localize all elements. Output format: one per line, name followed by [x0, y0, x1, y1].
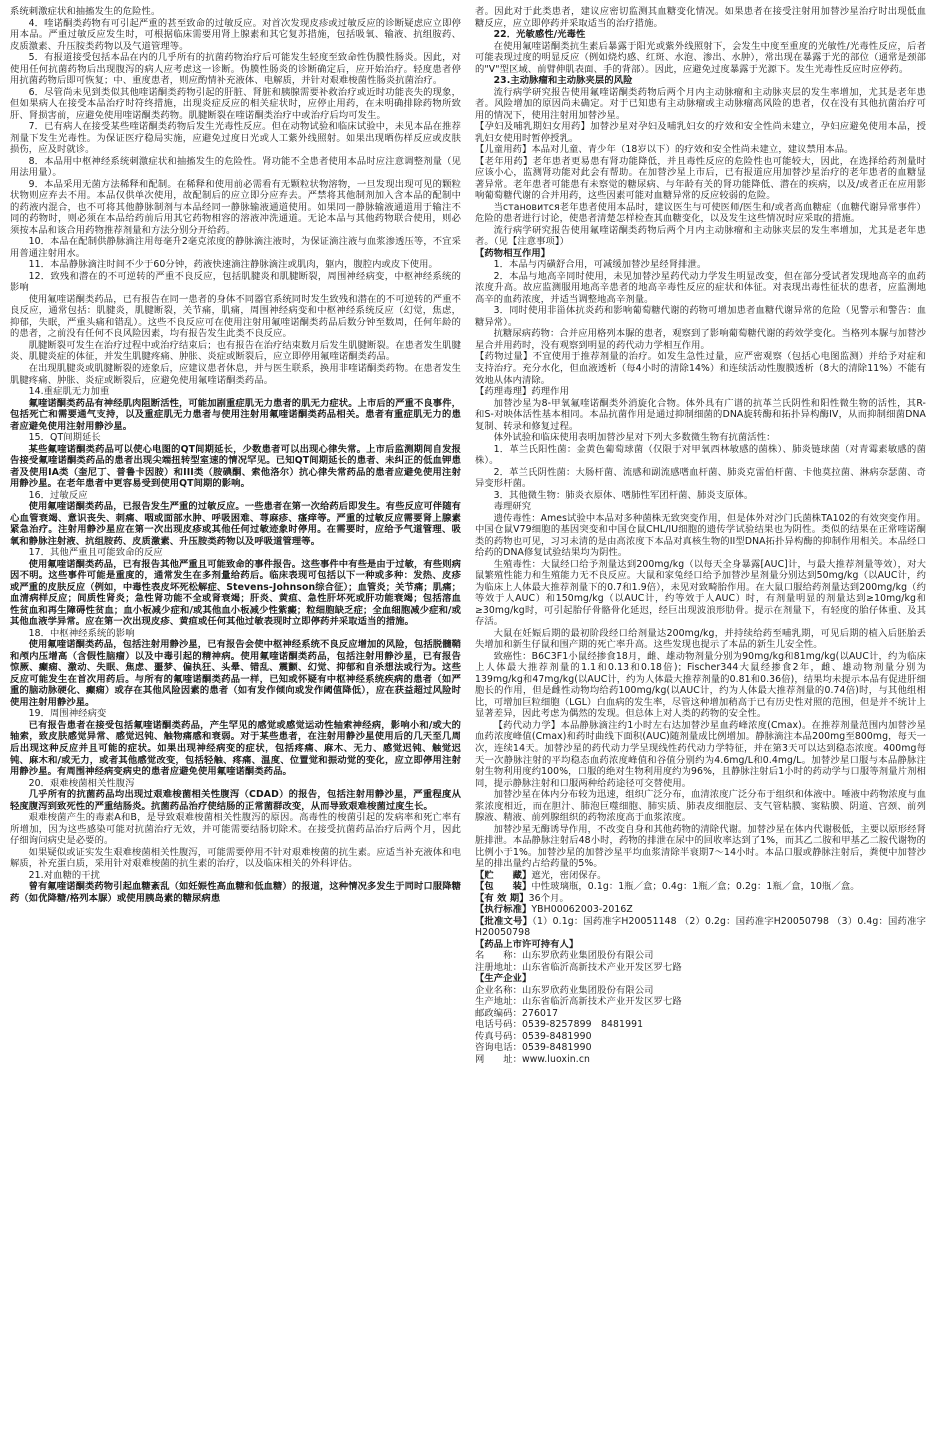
paragraph: 7．已有病人在接受某些喹诺酮类药物后发生光毒性反应。但在动物试验和临床试验中，未见本品在推荐剂量下发生光毒性。为保证医疗稳局实施，应避免过度日光或人工紫外线照射。如果出现晒伤样反应或皮肤损伤，应及时就诊。: [10, 121, 461, 156]
mah-name-label: 名 称：: [475, 950, 522, 962]
section-heading: 某些氟喹诺酮类药品可以使心电图的QT间期延长，少数患者可以出现心律失常。上市后监测期间自发报告接受氟喹诺酮类药品的患者出现尖端扭转型室速的情况罕见。已知QT间期延长的患者、未纠正的低血钾患者及使用IA类（奎尼丁、普鲁卡因胺）和III类（胺碘酮、索他洛尔）抗心律失常药品的患者应避免使用注射用静沙星。在老年患者中更容易受到使用QT间期的影响。: [10, 443, 461, 490]
mah-address-label: 注册地址：: [475, 961, 522, 973]
package-label: 【包 装】: [475, 881, 532, 893]
two-column-layout: [10, 6, 928, 1065]
company-value: 山东罗欣药业集团股份有限公司: [522, 984, 654, 996]
paragraph: 3．其他微生物：肺炎衣原体、嗜肺性军团杆菌、肺炎支原体。: [493, 489, 754, 501]
section-geriatric: 【老年用药】老年患者更易患有肾功能降低，并且毒性反应的危险性也可能较大，因此，在选择给药剂量时应该小心，监测肾功能对此会有帮助。在加替沙星上市后，已有报道应用加替沙星治疗的老年患者的血糖显著异常。老年患者可能患有未察觉的糖尿病、与年龄有关的肾功能降低、潜在的疾病，以及/或者正在应用影响葡萄糖代谢的合并用药，这些因素可能对血糖异常的反应较弱的危险。: [475, 155, 926, 202]
package-row: [475, 881, 926, 893]
phone-label: 电话号码：: [475, 1019, 522, 1031]
section-heading: 22．光敏感性/光毒性: [493, 29, 586, 41]
approval-value: （1）0.1g：国药准字H20051148 （2）0.2g：国药准字H20050798 （3）0.4g：国药准字H20050798: [475, 915, 926, 939]
paragraph: 加替沙星在体内分布较为迅速，组织广泛分布，血清浓度广泛分布于组织和体液中。唾液中药物浓度与血浆浓度相近，而在胆汁、肺泡巨噬细胞、肺实质、肺表皮细胞层、支气管粘膜、窦粘膜、阴道、宫颈、前列腺液、精液、前列腺组织的药物浓度高于血浆浓度。: [475, 789, 926, 824]
paragraph: 3．同时使用非甾体抗炎药和影响葡萄糖代谢的药物可增加患者血糖代谢异常的危险（见警示和警告：血糖异常）。: [475, 305, 926, 328]
website-row: [475, 1054, 926, 1066]
approval-row: [475, 916, 926, 939]
production-address-value: 山东省临沂高新技术产业开发区罗七路: [522, 996, 682, 1008]
section-heading: 使用氟喹诺酮类药品，已报告发生严重的过敏反应。一些患者在第一次给药后即发生。有些反应可伴随有心血管衰竭、意识丧失、刺痛、咽或面部水肿、呼吸困难、荨麻疹、瘙痒等。严重的过敏反应需要肾上腺素紧急治疗。注射用静沙星应在第一次出现皮疹或其他任何过敏迹象时停用。在需要时，应给予气道管理、吸氧和静脉注射液、抗组胺药、皮质激素、升压胺类药物以及呼吸道管理等。: [10, 501, 461, 547]
validity-label: 【有 效 期】: [475, 892, 529, 904]
manufacturer-heading: 【生产企业】: [475, 973, 532, 985]
section-heading: 使用氟喹诺酮类药品，已有报告其他严重且可能致命的事件报告。这些事件中有些是由于过敏，有些则病因不明。这些事件可能是重度的，通常发生在多剂量给药后。临床表现可包括以下一种或多种：发热、皮疹或严重的皮肤反应（例如，中毒性表皮坏死松解症、Stevens-Johnson综合征）；血管炎；关节痛；肌痛；血清病样反应；间质性肾炎；急性肾功能不全或肾衰竭；肝炎、黄疸、急性肝坏死或肝功能衰竭；包括溶血性贫血和再生障碍性贫血；血小板减少症和/或其他血小板减少性紫癜；粒细胞缺乏症；全血细胞减少症和/或其他血液学异常。应在第一次出现皮疹、黄疸或任何其他过敏表现时立即停药并采取适当的措施。: [10, 558, 461, 628]
storage-label: 【贮 藏】: [475, 869, 532, 881]
production-address-row: [475, 996, 926, 1008]
paragraph: 体外试验和临床使用表明加替沙星对下列大多数微生物有抗菌活性：: [493, 432, 776, 444]
paragraph: 9．本品采用无菌方法稀释和配制。在稀释和使用前必需看有无颗粒状物溶物，一旦发现出现可见的颗粒状物则应弃去不用。本品仅供单次使用，故配制后的应立即分应弃去。严禁将其他制剂加入含本品的配制中的药液内混合，也不可将其他静脉制剂与本品经同一静脉输液通道使用。如果同一静脉输液通道用于输注不同的药物时，则必须在本品给药前后用其它药物相容的溶液冲洗通道。无论本品与其他药物联合使用，则必须按本品和该合用药物推荐剂量和方法分别分开给药。: [10, 178, 461, 236]
paragraph: 8．本品用中枢神经系统刺激症状和抽搐发生的危险性。肾功能不全患者使用本品时应注意调整剂量（见用法用量）。: [10, 155, 461, 179]
website-label: 网 址：: [475, 1053, 522, 1065]
section-heading: 曾有氟喹诺酮类药物引起血糖紊乱（如妊娠性高血糖和低血糖）的报道，这种情况多发生于同时口服降糖药（如优降糖/格列本脲）或使用胰岛素的糖尿病患: [10, 881, 461, 904]
mah-address-value: 山东省临沂高新技术产业开发区罗七路: [522, 961, 682, 973]
service-phone-label: 咨询电话：: [475, 1042, 522, 1054]
section-pediatric: 【儿童用药】本品对儿童、青少年（18岁以下）的疗效和安全性尚未建立，建议禁用本品。: [475, 144, 854, 156]
paragraph: 在出现肌腱炎或肌腱断裂的迹象后，应建议患者休息，并与医生联系，换用非喹诺酮类药物。在患者发生肌腱疼痛、肿胀、炎症或断裂后，应避免使用氟喹诺酮类药品。: [10, 362, 461, 386]
section-heading: 氟喹诺酮类药品有神经肌肉阻断活性，可能加剧重症肌无力患者的肌无力症状。上市后的严重不良事件，包括死亡和需要通气支持，以及重症肌无力患者与使用注射用氟喹诺酮类药品相关。患者有重症肌无力的患者应避免使用注射用静沙星。: [10, 397, 461, 432]
paragraph: 5．有报道接受包括本品在内的几乎所有的抗菌药物治疗后可能发生轻度至致命性伪膜性肠炎。因此，对使用任何抗菌药物后出现腹泻的病人应考虑这一诊断。伪膜性肠炎的诊断确定后，应开始治疗。轻度患者停用抗菌药物后即可恢复；中、重度患者，则应酌情补充液体、电解质，并针对艰难梭菌性肠炎抗菌治疗。: [10, 52, 461, 87]
section-heading: 已有报告患者在接受包括氟喹诺酮类药品，产生罕见的感觉或感觉运动性轴索神经病，影响小和/或大的轴索，致皮肤感觉异常、感觉迟钝、触物痛感和衰弱。对于某些患者，在注射用静沙星使用后的几天至几周后出现这种反应并且可能的症状。如果出现神经病变的症状，包括疼痛、麻木、无力、感觉迟钝、触觉迟钝、麻木和/或无力，或者其他感觉改变，包括轻触、疼痛、温度、位置觉和振动觉的变化，应立即停用注射用静沙星。有周围神经病变病史的患者应避免使用氟喹诺酮类药品。: [10, 719, 461, 778]
service-phone-row: [475, 1042, 926, 1054]
paragraph: 21.对血糖的干扰: [28, 869, 101, 881]
paragraph: 1．革兰氏阳性菌：金黄色葡萄球菌（仅限于对甲氧西林敏感的菌株）、肺炎链球菌（对青霉素敏感的菌株）。: [475, 443, 926, 467]
paragraph: 流行病学研究报告使用氟喹诺酮类药物后两个月内主动脉瘤和主动脉夹层的发生率增加，尤其是老年患者。（见【注意事项】）: [475, 224, 926, 248]
section-heading: 使用氟喹诺酮类药品，包括注射用静沙星，已有报告会使中枢神经系统不良反应增加的风险，包括脱髓鞘和颅内压增高（含假性脑瘤）以及中毒引起的精神病。使用氟喹诺酮类药品，包括注射用静沙星，已有报告惊厥、癫痫、激动、失眠、焦虑、噩梦、偏执狂、头晕、错乱、震颤、幻觉、抑郁和自杀想法或行为。这些反应可能发生在首次用药后。与所有的氟喹诺酮类药品一样，已知或怀疑有中枢神经系统疾病的患者（如严重的脑动脉硬化、癫痫）或存在其他风险因素的患者（如有发作倾向或发作阈值降低），应在获益超过风险时使用注射用静沙星。: [10, 639, 461, 708]
paragraph: 加替沙星为8-甲氧氟喹诺酮类外消旋化合物。体外具有广谱的抗革兰氏阴性和阳性微生物的活性，其R-和S-对映体活性基本相同。本品抗菌作用是通过抑制细菌的DNA旋转酶和拓扑异构酶IV，从而抑制细菌DNA复制、转录和修复过程。: [475, 397, 926, 432]
website-value[interactable]: www.luoxin.cn: [522, 1053, 591, 1065]
standard-label: 【执行标准】: [475, 904, 532, 916]
paragraph: 20．艰难梭菌相关性腹泻: [28, 777, 135, 789]
section-overdose: 【药物过量】不宜使用于推荐剂量的治疗。如发生急性过量，应严密观察（包括心电图监测）并给予对症和支持治疗。充分水化，但血液透析（每4小时的清除14%）和连续活动性腹膜透析（8大的清除11%）不能有效地从体内清除。: [475, 351, 926, 386]
paragraph: 肌腱断裂可发生在治疗过程中或治疗结束后；也有报告在治疗结束数月后发生肌腱断裂。在患者发生肌腱炎、肌腱炎症的体征，并发生肌腱疼痛、肿胀、炎症或断裂后，应立即停用氟喹诺酮类药品。: [10, 339, 461, 363]
mah-heading: 【药品上市许可持有人】: [475, 938, 579, 950]
company-row: [475, 985, 926, 997]
section-pregnancy: 【孕妇及哺乳期妇女用药】加替沙星对孕妇及哺乳妇女的疗效和安全性尚未建立，孕妇应避免使用本品，授乳妇女使用时暂停授乳。: [475, 121, 926, 144]
paragraph: 在使用氟喹诺酮类抗生素后暴露于阳光或紫外线照射下，会发生中度至重度的光敏性/光毒性反应，后者可能表现过度的明显反应（例如烧灼感、红斑、水泡、渗出、水肿），常出现在暴露于光的部位（通常是颈部的"V"型区域、前臂伸肌表面、手的背部）。因此，应避免过度暴露于光源下。发生光毒性反应时应停药。: [475, 40, 926, 75]
paragraph: 19．周围神经病变: [28, 708, 107, 720]
postcode-value: 276017: [522, 1007, 559, 1019]
right-column: [475, 6, 926, 1065]
package-value: 中性玻璃瓶，0.1g：1瓶／盒；0.4g：1瓶／盒；0.2g：1瓶／盒，10瓶／盒。: [531, 881, 860, 893]
paragraph: 1．本品与丙磺舒合用，可减缓加替沙星经肾排泄。: [493, 259, 707, 271]
paragraph: 【药代动力学】本品静脉滴注约1小时左右达加替沙星血药峰浓度(Cmax)。在推荐剂量范围内加替沙星血药浓度峰值(Cmax)和药时曲线下面积(AUC)随剂量成比例增加。静脉滴注本品200mg至800mg，每天一次，连续14天。加替沙星的药代动力学呈现线性药代动力学特征，并在第3天可以达到稳态浓度。400mg每天一次静脉注射的平均稳态血药浓度峰值和谷值分别约为4.6mg/L和0.4mg/L。加替沙星口服与本品静脉注射生物利用度约100%，口服的绝对生物利用度约为96%，且静脉注射后1小时的药动学与口服等剂量片剂相同，提示静脉注射和口服两种给药途径可交替使用。: [475, 719, 926, 789]
paragraph: 加替沙星无酶诱导作用，不改变自身和其他药物的清除代谢。加替沙星在体内代谢极低，主要以原形经肾脏排泄。本品静脉注射后48小时，药物的排泄在尿中的回收率达到了1%，而其乙二胺和甲基乙二胺代谢物的比例小于1%。加替沙星的加替沙星平均血浆清除半衰期7～14小时。本品口服或静脉注射后，粪便中加替沙星的排出量约占给药量的5%。: [475, 823, 926, 870]
paragraph: 如果疑似或证实发生艰难梭菌相关性腹泻，可能需要停用不针对艰难梭菌的抗生素。应适当补充液体和电解质，补充蛋白质，采用针对艰难梭菌的抗生素的治疗，以及临床相关的外科评估。: [10, 846, 461, 870]
section-heading: 23.主动脉瘤和主动脉夹层的风险: [493, 75, 633, 87]
paragraph: 6．尽管尚未见到类似其他喹诺酮类药物引起的肝脏、肾脏和胰腺需要补救治疗或近时功能丧失的现象，但如果病人在接受本品治疗时符终措施，出现炎症反应的相关症状时，应停止用药，在未明确排除药物所致肝、肾损害前，应避免使用喹诺酮类药物。肌腱断裂在喹诺酮类治疗中或治疗后均可发生。: [10, 86, 461, 121]
paragraph: 者。因此对于此类患者，建议应密切监测其血糖变化情况。如果患者在接受注射用加替沙星治疗时出现低血糖反应，应立即停药并采取适当的治疗措施。: [475, 6, 926, 29]
page-left-margin: [0, 0, 7, 1448]
service-phone-value: 0539-8481990: [522, 1042, 592, 1054]
standard-row: [475, 904, 926, 916]
postcode-row: [475, 1008, 926, 1020]
paragraph: 当становится老年患者使用本品时，建议医生与可使医师/医生和/或者高血糖症（血糖代谢异常事件）危险的患者进行讨论，使患者清楚怎样检查其血糖变化，以及发生这些情况时应采取的措施。: [475, 201, 926, 225]
footer-details: [475, 870, 926, 1066]
page-right-margin: [934, 0, 938, 1448]
storage-value: 遮光，密闭保存。: [531, 869, 607, 881]
production-address-label: 生产地址：: [475, 996, 522, 1008]
fax-row: [475, 1031, 926, 1043]
paragraph: 系统刺激症状和抽搐发生的危险性。: [10, 6, 161, 17]
mah-address-row: [475, 962, 926, 974]
paragraph: 毒理研究: [493, 501, 532, 513]
section-heading: 几乎所有的抗菌药品均出现过艰难梭菌相关性腹泻（CDAD）的报告，包括注射用静沙星，严重程度从轻度腹泻到致死性的严重结肠炎。抗菌药品治疗使结肠的正常菌群改变，从而导致艰难梭菌过度生长。: [10, 789, 461, 812]
section-pharmacology-heading: 【药理毒理】药理作用: [475, 386, 569, 398]
paragraph: 18．中枢神经系统的影响: [28, 627, 135, 639]
section-interactions-heading: 【药物相互作用】: [475, 247, 551, 259]
paragraph: 生殖毒性：大鼠经口给予剂量达到200mg/kg（以每天全身暴露[AUC]计，与最大推荐剂量等效），对大鼠繁殖性能力和生殖能力无不良反应。大鼠和家兔经口给予加替沙星剂量分别达到50mg/kg（以AUC计，约为临床上人体最大推荐剂量下的0.7和1.9倍），未见对致畸胎作用。在大鼠口服给药剂量达到200mg/kg（约等效于人AUC）和150mg/kg（以AUC计，约等效于人AUC）时，有剂量明显的剂量达到≥10mg/kg和≥30mg/kg时，可引起胎仔骨骼骨化延迟，经巨出现波浪形肋骨。提示在剂量下，有轻度的胎仔体重、及其存活。: [475, 558, 926, 628]
company-label: 企业名称：: [475, 984, 522, 996]
standard-value: YBH00062003-2016Z: [531, 904, 633, 916]
paragraph: 艰难梭菌产生的毒素A和B，是导致艰难梭菌相关性腹泻的原因。高毒性的梭菌引起的发病率和死亡率有所增加，因为这些感染可能对抗菌治疗无效，并可能需要结肠切除术。在接受抗菌药品治疗后两个月，因此仔细询问病史是必要的。: [10, 812, 461, 847]
fax-label: 传真号码：: [475, 1030, 522, 1042]
phone-value: 0539-8257899 8481991: [522, 1019, 644, 1031]
paragraph: 16．过敏反应: [28, 489, 88, 501]
paragraph: 大鼠在妊娠后期的最初阶段经口给剂量达200mg/kg，并持续给药至哺乳期，可见后期的植入后胚胎丢失增加和新生仔鼠和围产期的死亡率升高。这些发现也提示了本品的新生儿安全性。: [475, 627, 926, 651]
paragraph: 使用氟喹诺酮类药品，已有报告在同一患者的身体不同器官系统同时发生致残和潜在的不可逆转的严重不良反应，通常包括：肌腱炎，肌腱断裂，关节痛，肌痛，周围神经病变和中枢神经系统反应（幻觉，焦虑，抑郁，失眠，严重头痛和错乱）。这些不良反应可在使用注射用氟喹诺酮类药品后数分钟至数周，任何年龄的的患者，之前没有任何不良风险因素，均有报告发生此类不良反应。: [10, 293, 461, 340]
paragraph: 11．本品静脉滴注时间不少于60分钟，药液快速滴注静脉滴注或肌肉，躯内，腹腔内或皮下使用。: [28, 259, 438, 271]
paragraph: 15．QT间期延长: [28, 432, 101, 444]
paragraph: 14.重症肌无力加重: [28, 386, 110, 398]
validity-row: [475, 893, 926, 905]
left-column: [10, 6, 461, 904]
mah-name-row: [475, 950, 926, 962]
paragraph: 2．革兰氏阴性菌：大肠杆菌、流感和副流感嗜血杆菌、肺炎克雷伯杆菌、卡他莫拉菌、淋病奈瑟菌、奇异变形杆菌。: [475, 466, 926, 490]
paragraph: 4．喹诺酮类药物有可引起严重的甚至致命的过敏反应。对首次发现皮疹或过敏反应的诊断疑虑应立即停用本品。严重过敏反应发生时，可根据临床需要用肾上腺素和其它复苏措施，包括吸氧、输液、抗组胺药、皮质激素、升压胺类药物以及气道管理等。: [10, 17, 461, 52]
paragraph: 2．本品与地高辛同时使用，未见加替沙星药代动力学发生明显改变，但在部分受试者发现地高辛的血药浓度升高。故应监测服用地高辛患者的地高辛毒性反应的症状和体征。对表现出毒性征状的患者，应监测地高辛的血药浓度，并适当调整地高辛剂量。: [475, 270, 926, 305]
approval-label: 【批准文号】: [475, 915, 533, 927]
paragraph: 流行病学研究报告使用氟喹诺酮类药物后两个月内主动脉瘤和主动脉夹层的发生率增加，尤其是老年患者。风险增加的原因尚未确定。对于已知患有主动脉瘤或主动脉瘤高风险的患者，仅在没有其他抗菌治疗可用的情况下，使用注射用加替沙星。: [475, 86, 926, 121]
paragraph: 致癌性：B6C3F1小鼠经掺食18月，雌、雄动物剂量分别为90mg/kg和81mg/kg(以AUC计，约为临床上人体最大推荐剂量的1.1和0.13和0.18倍)；Fischer344大鼠经掺食2年，雌、雄动物剂量分别为139mg/kg和47mg/kg(以AUC计，约为人体最大推荐剂量的0.81和0.36倍)，结果均未提示本品有促进肝细胞长的作用，但是雌性动物均给药100mg/kg(以AUC计，约为人体最大推荐剂量的0.74倍)时，与其他组相比，可增加巨粒细胞（LGL）白血病的发生率，尽管这种增加稍高于已有历史性对照的范围，但是并不统计上显著差异，因此考虑为偶然的发现。但总体上对人类的药物的安全性。: [475, 650, 926, 720]
storage-row: [475, 870, 926, 882]
postcode-label: 邮政编码：: [475, 1007, 522, 1019]
paragraph: 17．其他严重且可能致命的反应: [28, 547, 163, 559]
paragraph: 12．致残和潜在的不可逆转的严重不良反应，包括肌腱炎和肌腱断裂，周围神经病变，中枢神经系统的影响: [10, 270, 461, 294]
paragraph: 遗传毒性：Ames试验中本品对多种菌株无致突变作用，但是体外对沙门氏菌株TA102的有效突变作用。中国仓鼠V79细胞的基因突变和中国仓鼠CHL/IU细胞的遗传学试验结果也为阴性。类似的结果在正常喹诺酮类的药物也可见，习习未清的是由高浓度下本品对真核生物的II型DNA拓扑异构酶的抑制作用相关。本品经口给药的DNA修复试验结果均为阴性。: [475, 512, 926, 559]
mah-name-value: 山东罗欣药业集团股份有限公司: [522, 950, 654, 962]
validity-value: 36个月。: [528, 892, 569, 904]
paragraph: 抗糖尿病药物：合并应用格列本脲的患者，观察到了影响葡萄糖代谢的药效学变化。当格列本脲与加替沙星合并用药时，没有观察到明显的药代动力学相互作用。: [475, 328, 926, 351]
fax-value: 0539-8481990: [522, 1030, 592, 1042]
paragraph: 10．本品在配制供静脉滴注用每毫升2毫克浓度的静脉滴注液时，为保证滴注液与血浆渗透压等，不宜采用普通注射用水。: [10, 236, 461, 259]
phone-row: [475, 1019, 926, 1031]
